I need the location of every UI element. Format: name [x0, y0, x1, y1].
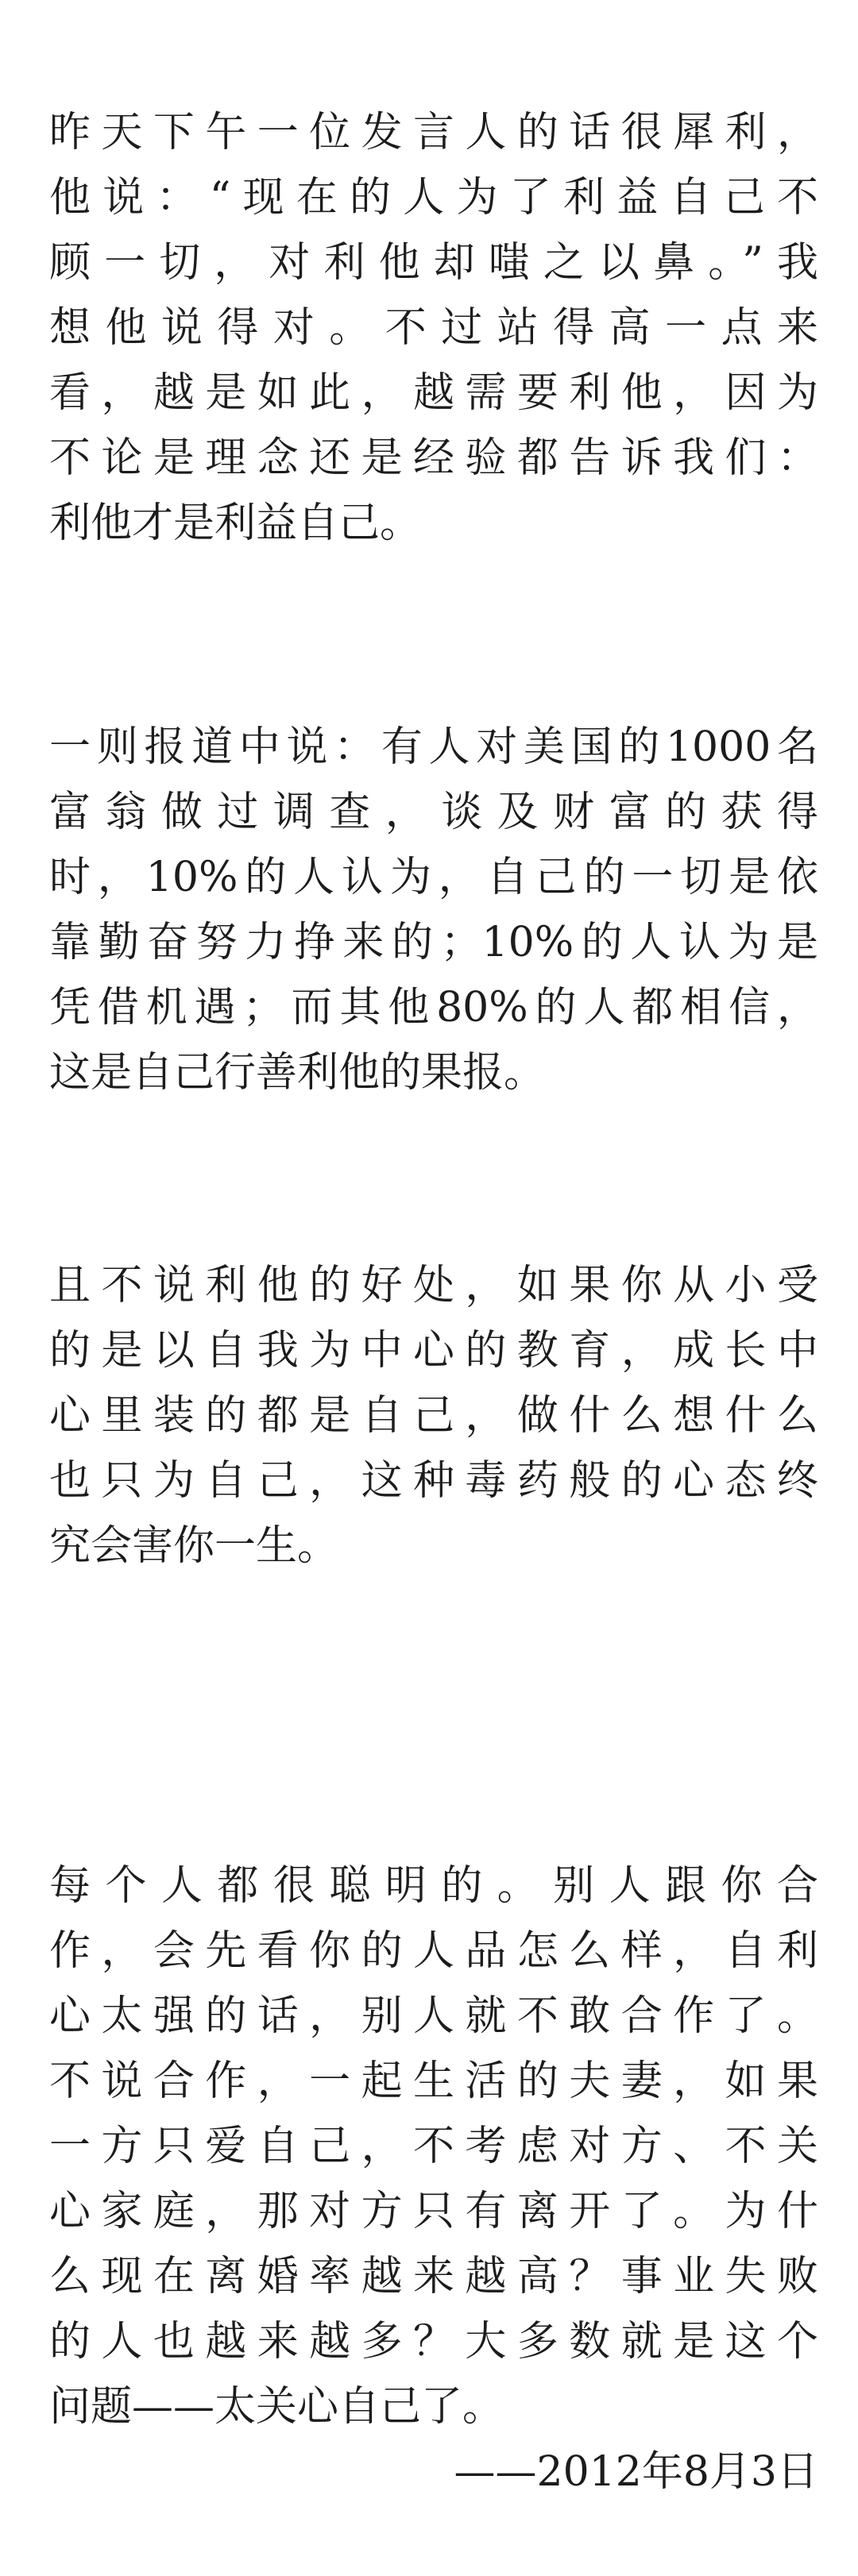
- text-line: 的人也越来越多？大多数就是这个: [49, 2318, 818, 2366]
- text-line: 且不说利他的好处，如果你从小受: [49, 1262, 818, 1309]
- text-line: 顾一切，对利他却嗤之以鼻。”我: [49, 239, 818, 287]
- text-line: 一则报道中说：有人对美国的1000名: [49, 723, 818, 771]
- paragraph-2: [49, 715, 818, 1105]
- text-line: 他说：“现在的人为了利益自己不: [49, 174, 818, 222]
- text-line: 也只为自己，这种毒药般的心态终: [49, 1457, 818, 1505]
- text-line: 看，越是如此，越需要利他，因为: [49, 369, 818, 417]
- text-line: 不论是理念还是经验都告诉我们：: [49, 434, 818, 482]
- text-line: 不说合作，一起生活的夫妻，如果: [49, 2057, 818, 2105]
- text-line: 么现在离婚率越来越高？事业失败: [49, 2253, 818, 2300]
- text-line: 利他才是利益自己。: [49, 499, 422, 547]
- text-line: 昨天下午一位发言人的话很犀利，: [49, 109, 818, 156]
- text-line: 究会害你一生。: [49, 1522, 339, 1570]
- text-line: 心里装的都是自己，做什么想什么: [49, 1392, 818, 1440]
- text-line: 一方只爱自己，不考虑对方、不关: [49, 2123, 818, 2170]
- text-line: 心太强的话，别人就不敢合作了。: [49, 1992, 818, 2040]
- text-line: 作，会先看你的人品怎么样，自利: [49, 1927, 818, 1975]
- date-signature: ——2012年8月3日: [454, 2448, 818, 2496]
- text-line: 每个人都很聪明的。别人跟你合: [49, 1862, 818, 1910]
- text-line: 时，10%的人认为，自己的一切是依: [49, 854, 818, 901]
- text-line: 凭借机遇；而其他80%的人都相信，: [49, 984, 818, 1032]
- text-line: 的是以自我为中心的教育，成长中: [49, 1327, 818, 1375]
- paragraph-1: [49, 100, 818, 556]
- text-line: 问题——太关心自己了。: [49, 2383, 504, 2431]
- text-line: 心家庭，那对方只有离开了。为什: [49, 2188, 818, 2235]
- text-line: 靠勤奋努力挣来的；10%的人认为是: [49, 919, 818, 966]
- paragraph-4: [49, 1853, 818, 2439]
- text-line: 想他说得对。不过站得高一点来: [49, 304, 818, 352]
- text-line: 这是自己行善利他的果报。: [49, 1049, 546, 1097]
- text-line: 富翁做过调查，谈及财富的获得: [49, 789, 818, 836]
- paragraph-3: [49, 1253, 818, 1579]
